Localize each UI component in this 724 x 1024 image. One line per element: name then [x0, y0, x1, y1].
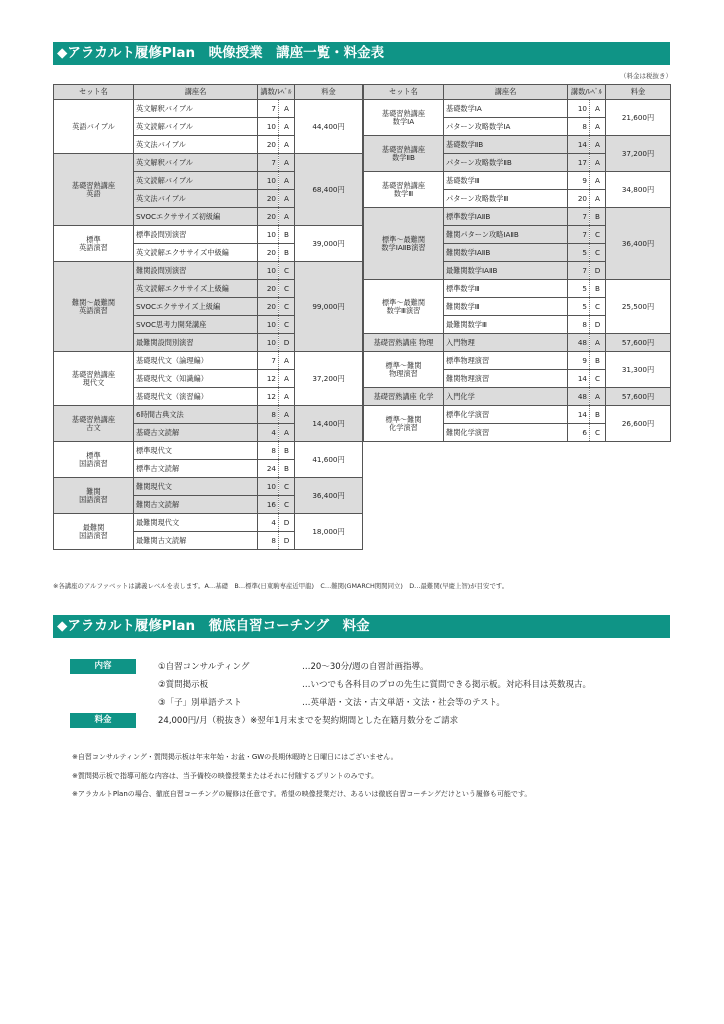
set-name-line: 英語: [86, 188, 101, 198]
table-row: [364, 100, 671, 118]
course-name: 英文法バイブル: [134, 190, 258, 208]
item-1-name: ①自習コンサルティング: [158, 662, 250, 672]
header-course-name: 講座名: [444, 85, 568, 100]
set-name-line: 標準～難関: [385, 414, 422, 424]
course-name: 難関数学ⅠAⅡB: [444, 244, 568, 262]
course-name: パターン攻略数学ⅠA: [444, 118, 568, 136]
set-name-line: 基礎習熟講座 物理: [373, 337, 434, 347]
course-name: 標準物理演習: [444, 352, 568, 370]
course-level: A: [590, 154, 606, 172]
course-name: 難関化学演習: [444, 424, 568, 442]
set-name-cell: [54, 406, 134, 442]
set-price: 37,200円: [606, 136, 671, 172]
lecture-count: 20: [258, 298, 279, 316]
lecture-count: 10: [568, 100, 590, 118]
course-level: A: [590, 136, 606, 154]
set-price: 41,600円: [295, 442, 363, 478]
set-name-cell: [54, 514, 134, 550]
lecture-count: 10: [258, 334, 279, 352]
course-level: B: [590, 208, 606, 226]
set-name-line: 英語バイブル: [72, 121, 115, 131]
set-name-cell: [364, 352, 444, 388]
lecture-count: 5: [568, 244, 590, 262]
footnote-2: ※質問掲示板で指導可能な内容は、当予備校の映像授業またはそれに付随するプリントのみです。: [72, 772, 379, 780]
course-level: B: [590, 352, 606, 370]
course-level: C: [279, 478, 295, 496]
course-name: 難関古文読解: [134, 496, 258, 514]
set-price: 68,400円: [295, 154, 363, 226]
lecture-count: 20: [258, 190, 279, 208]
table-header-row: [364, 85, 671, 100]
course-name: 標準設問別演習: [134, 226, 258, 244]
course-name: 英文読解エクササイズ上級編: [134, 280, 258, 298]
table-row: [364, 208, 671, 226]
course-name: 基礎数学ⅡB: [444, 136, 568, 154]
course-level: B: [590, 406, 606, 424]
set-name-cell: [54, 352, 134, 406]
set-price: 37,200円: [295, 352, 363, 406]
lecture-count: 5: [568, 298, 590, 316]
set-name-line: 標準: [86, 234, 101, 244]
course-name: 標準化学演習: [444, 406, 568, 424]
course-level: C: [279, 262, 295, 280]
course-name: 基礎数学ⅠA: [444, 100, 568, 118]
lecture-count: 20: [258, 136, 279, 154]
course-name: 英文解釈バイブル: [134, 100, 258, 118]
course-level: A: [590, 388, 606, 406]
course-level: D: [590, 316, 606, 334]
set-name-cell: [364, 172, 444, 208]
set-name-cell: [364, 100, 444, 136]
course-level: A: [279, 136, 295, 154]
item-3-name: ③「子」別単語テスト: [158, 698, 242, 708]
course-level: C: [279, 298, 295, 316]
table-row: [54, 262, 363, 280]
set-price: 36,400円: [295, 478, 363, 514]
lecture-count: 5: [568, 280, 590, 298]
set-name-line: 英語演習: [79, 305, 108, 315]
course-level: A: [279, 208, 295, 226]
set-price: 57,600円: [606, 388, 671, 406]
course-name: 基礎古文読解: [134, 424, 258, 442]
course-level: D: [279, 514, 295, 532]
course-level: D: [590, 262, 606, 280]
table-row: [364, 352, 671, 370]
set-name-cell: [54, 154, 134, 226]
set-name-line: 国語演習: [79, 458, 108, 468]
lecture-count: 20: [258, 244, 279, 262]
set-name-line: 基礎習熟講座: [381, 180, 426, 190]
section1-title: ◆アラカルト履修Plan 映像授業 講座一覧・料金表: [53, 42, 670, 65]
course-name: 入門物理: [444, 334, 568, 352]
set-name-cell: [364, 406, 444, 442]
lecture-count: 10: [258, 172, 279, 190]
course-level: C: [590, 370, 606, 388]
set-name-line: 難関: [86, 486, 101, 496]
lecture-count: 16: [258, 496, 279, 514]
lecture-count: 7: [568, 262, 590, 280]
course-level: A: [279, 154, 295, 172]
course-name: 入門化学: [444, 388, 568, 406]
item-1-desc: …20～30分/週の自習計画指導。: [302, 662, 429, 672]
set-name-line: 古文: [86, 422, 101, 432]
course-name: 英文読解バイブル: [134, 118, 258, 136]
course-name: 難関物理演習: [444, 370, 568, 388]
set-name-line: 標準～最難関: [381, 297, 426, 307]
set-name-cell: [364, 334, 444, 352]
set-name-line: 英語演習: [79, 242, 108, 252]
set-price: 44,400円: [295, 100, 363, 154]
table-row: [54, 352, 363, 370]
fee-text: 24,000円/月（税抜き）※翌年1月末までを契約期間とした在籍月数分をご請求: [158, 716, 459, 726]
table-row: [54, 442, 363, 460]
table-row: [54, 226, 363, 244]
course-level: C: [590, 298, 606, 316]
course-name: 標準現代文: [134, 442, 258, 460]
set-name-line: 数学ⅠA: [392, 116, 415, 126]
course-level: C: [279, 316, 295, 334]
set-name-cell: [364, 208, 444, 280]
lecture-count: 8: [258, 532, 279, 550]
lecture-count: 20: [258, 280, 279, 298]
course-name: パターン攻略数学Ⅲ: [444, 190, 568, 208]
lecture-count: 20: [258, 208, 279, 226]
course-name: 英文読解エクササイズ中級編: [134, 244, 258, 262]
course-level: B: [279, 442, 295, 460]
course-name: SVOCエクササイズ上級編: [134, 298, 258, 316]
course-name: 最難関古文読解: [134, 532, 258, 550]
left-fee-table: [53, 84, 363, 550]
set-name-line: 標準～難関: [385, 360, 422, 370]
lecture-count: 10: [258, 316, 279, 334]
footnote-3: ※アラカルトPlanの場合、徹底自習コーチングの履修は任意です。希望の映像授業だけ、あるいは徹底自習コーチングだけという履修も可能です。: [72, 790, 532, 798]
course-level: B: [279, 226, 295, 244]
course-name: 最難関設問別演習: [134, 334, 258, 352]
lecture-count: 10: [258, 226, 279, 244]
header-set-name: セット名: [54, 85, 134, 100]
header-price: 料金: [606, 85, 671, 100]
right-fee-table: [363, 84, 671, 442]
course-name: SVOCエクササイズ初級編: [134, 208, 258, 226]
course-level: A: [279, 388, 295, 406]
lecture-count: 48: [568, 388, 590, 406]
course-level: A: [279, 424, 295, 442]
course-name: 英文解釈バイブル: [134, 154, 258, 172]
header-course-name: 講座名: [134, 85, 258, 100]
set-price: 39,000円: [295, 226, 363, 262]
course-level: C: [590, 226, 606, 244]
content-label: 内容: [70, 659, 136, 674]
section2-title: ◆アラカルト履修Plan 徹底自習コーチング 料金: [53, 615, 670, 638]
course-name: 基礎数学Ⅲ: [444, 172, 568, 190]
lecture-count: 17: [568, 154, 590, 172]
lecture-count: 7: [258, 100, 279, 118]
item-2-desc: …いつでも各科目のプロの先生に質問できる掲示板。対応科目は英数現古。: [302, 680, 592, 690]
set-price: 18,000円: [295, 514, 363, 550]
set-price: 34,800円: [606, 172, 671, 208]
set-name-cell: [54, 100, 134, 154]
course-level: C: [590, 424, 606, 442]
course-level: A: [590, 190, 606, 208]
course-name: 難関現代文: [134, 478, 258, 496]
course-level: A: [279, 118, 295, 136]
set-price: 36,400円: [606, 208, 671, 280]
lecture-count: 6: [568, 424, 590, 442]
lecture-count: 20: [568, 190, 590, 208]
lecture-count: 24: [258, 460, 279, 478]
set-name-line: 基礎習熟講座: [71, 180, 116, 190]
set-name-cell: [364, 136, 444, 172]
set-name-cell: [54, 262, 134, 352]
course-level: A: [279, 406, 295, 424]
header-set-name: セット名: [364, 85, 444, 100]
set-name-cell: [54, 442, 134, 478]
lecture-count: 9: [568, 352, 590, 370]
course-name: 最難関数学ⅠAⅡB: [444, 262, 568, 280]
course-level: A: [590, 100, 606, 118]
course-name: 標準古文読解: [134, 460, 258, 478]
set-name-line: 数学ⅡB: [392, 152, 415, 162]
course-name: 最難関現代文: [134, 514, 258, 532]
course-level: A: [279, 190, 295, 208]
course-level: C: [590, 244, 606, 262]
lecture-count: 10: [258, 118, 279, 136]
lecture-count: 10: [258, 262, 279, 280]
table-row: [364, 334, 671, 352]
course-level: A: [279, 172, 295, 190]
item-3-desc: …英単語・文法・古文単語・文法・社会等のテスト。: [302, 698, 505, 708]
course-level: C: [279, 496, 295, 514]
course-level: A: [590, 118, 606, 136]
table-row: [364, 280, 671, 298]
set-price: 26,600円: [606, 406, 671, 442]
lecture-count: 7: [258, 154, 279, 172]
set-name-line: 基礎習熟講座: [71, 414, 116, 424]
course-name: パターン攻略数学ⅡB: [444, 154, 568, 172]
set-name-cell: [54, 226, 134, 262]
lecture-count: 8: [258, 406, 279, 424]
set-name-line: 数学Ⅲ: [393, 188, 414, 198]
course-name: 基礎現代文（演習編）: [134, 388, 258, 406]
course-level: A: [590, 172, 606, 190]
set-price: 99,000円: [295, 262, 363, 352]
lecture-count: 12: [258, 388, 279, 406]
tax-note: （料金は税抜き）: [620, 72, 672, 80]
lecture-count: 12: [258, 370, 279, 388]
table-row: [54, 100, 363, 118]
set-name-line: 数学ⅠAⅡB演習: [381, 242, 426, 252]
set-name-line: 基礎習熟講座: [381, 144, 426, 154]
course-level: A: [279, 100, 295, 118]
course-name: 基礎現代文（論理編）: [134, 352, 258, 370]
set-name-line: 基礎習熟講座: [381, 108, 426, 118]
set-name-line: 国語演習: [79, 494, 108, 504]
fee-label: 料金: [70, 713, 136, 728]
course-name: 標準数学Ⅲ: [444, 280, 568, 298]
course-level: B: [279, 460, 295, 478]
course-name: 標準数学ⅠAⅡB: [444, 208, 568, 226]
set-name-line: 数学Ⅲ演習: [386, 305, 421, 315]
lecture-count: 10: [258, 478, 279, 496]
lecture-count: 8: [568, 316, 590, 334]
set-name-line: 化学演習: [389, 422, 418, 432]
course-level: D: [279, 532, 295, 550]
lecture-count: 14: [568, 136, 590, 154]
set-name-line: 基礎習熟講座 化学: [373, 391, 434, 401]
table-header-row: [54, 85, 363, 100]
set-price: 21,600円: [606, 100, 671, 136]
lecture-count: 14: [568, 370, 590, 388]
lecture-count: 9: [568, 172, 590, 190]
footnote-1: ※自習コンサルティング・質問掲示板は年末年始・お盆・GWの長期休暇時と日曜日にはございません。: [72, 753, 398, 761]
item-2-name: ②質問掲示板: [158, 680, 209, 690]
course-name: 基礎現代文（知識編）: [134, 370, 258, 388]
course-name: 最難関数学Ⅲ: [444, 316, 568, 334]
course-name: 6時間古典文法: [134, 406, 258, 424]
set-price: 25,500円: [606, 280, 671, 334]
course-level: A: [279, 370, 295, 388]
lecture-count: 8: [568, 118, 590, 136]
set-name-cell: [364, 388, 444, 406]
table-row: [364, 406, 671, 424]
header-price: 料金: [295, 85, 363, 100]
lecture-count: 4: [258, 424, 279, 442]
set-price: 57,600円: [606, 334, 671, 352]
course-name: 難関設問別演習: [134, 262, 258, 280]
course-name: 英文法バイブル: [134, 136, 258, 154]
table-row: [364, 172, 671, 190]
header-count-level: 講数/ﾚﾍﾞﾙ: [258, 85, 295, 100]
set-name-line: 基礎習熟講座: [71, 369, 116, 379]
set-name-line: 難関～最難関: [71, 297, 116, 307]
level-note: ※各講座のアルファベットは講義レベルを表します。A…基礎 B…標準(日東駒専産近甲龍) C…難関(GMARCH関関同立) D…最難関(早慶上智)が目安です。: [53, 582, 509, 590]
set-name-line: 標準～最難関: [381, 234, 426, 244]
course-name: 英文読解バイブル: [134, 172, 258, 190]
set-name-line: 国語演習: [79, 530, 108, 540]
set-name-cell: [364, 280, 444, 334]
set-name-line: 標準: [86, 450, 101, 460]
set-price: 31,300円: [606, 352, 671, 388]
set-name-line: 最難関: [82, 522, 105, 532]
table-row: [54, 406, 363, 424]
table-row: [54, 478, 363, 496]
lecture-count: 7: [568, 226, 590, 244]
course-level: B: [279, 244, 295, 262]
course-name: 難関パターン攻略ⅠAⅡB: [444, 226, 568, 244]
course-name: SVOC思考力開発講座: [134, 316, 258, 334]
lecture-count: 14: [568, 406, 590, 424]
course-level: C: [279, 280, 295, 298]
set-name-line: 現代文: [82, 377, 105, 387]
lecture-count: 7: [568, 208, 590, 226]
lecture-count: 8: [258, 442, 279, 460]
header-count-level: 講数/ﾚﾍﾞﾙ: [568, 85, 606, 100]
course-level: D: [279, 334, 295, 352]
set-name-line: 物理演習: [389, 368, 418, 378]
course-level: A: [590, 334, 606, 352]
course-level: B: [590, 280, 606, 298]
table-row: [54, 514, 363, 532]
course-name: 難関数学Ⅲ: [444, 298, 568, 316]
lecture-count: 7: [258, 352, 279, 370]
table-row: [364, 136, 671, 154]
lecture-count: 48: [568, 334, 590, 352]
course-level: A: [279, 352, 295, 370]
set-price: 14,400円: [295, 406, 363, 442]
table-row: [364, 388, 671, 406]
lecture-count: 4: [258, 514, 279, 532]
table-row: [54, 154, 363, 172]
set-name-cell: [54, 478, 134, 514]
